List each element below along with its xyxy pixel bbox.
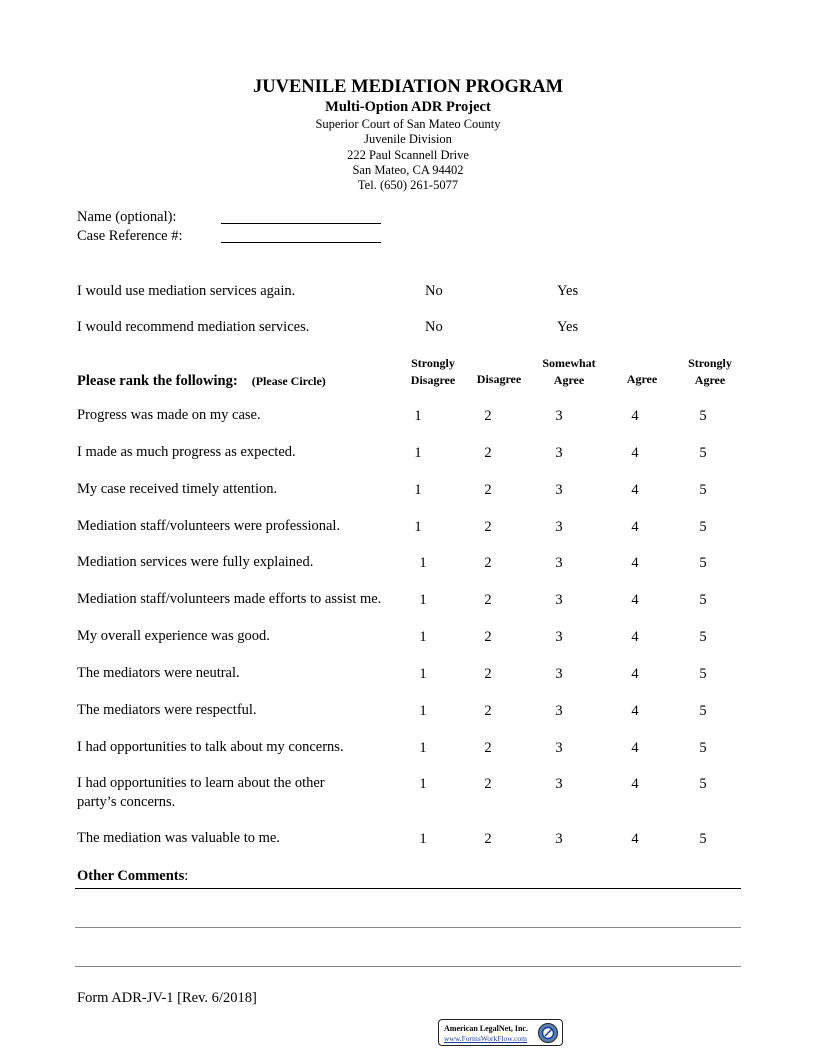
rating-option-4[interactable]: 4 bbox=[631, 776, 639, 792]
ranking-question-line: Mediation staff/volunteers were professional. bbox=[77, 518, 341, 534]
rating-option-1[interactable]: 1 bbox=[419, 740, 427, 756]
ranking-question-line: Progress was made on my case. bbox=[77, 407, 261, 423]
rating-option-2[interactable]: 2 bbox=[484, 831, 492, 847]
division-name: Juvenile Division bbox=[364, 132, 452, 146]
ranking-question bbox=[77, 627, 270, 646]
rating-option-2[interactable]: 2 bbox=[484, 519, 492, 535]
rating-option-5[interactable]: 5 bbox=[699, 776, 707, 792]
comment-line[interactable] bbox=[75, 966, 741, 967]
ranking-question bbox=[77, 738, 344, 757]
name-label: Name (optional): bbox=[77, 209, 177, 225]
rating-option-1[interactable]: 1 bbox=[419, 629, 427, 645]
rating-option-3[interactable]: 3 bbox=[555, 519, 563, 535]
column-header-strongly-disagree: Strongly Disagree bbox=[410, 356, 456, 387]
rating-option-4[interactable]: 4 bbox=[631, 592, 639, 608]
ranking-question-line: I had opportunities to talk about my concerns. bbox=[77, 739, 344, 755]
yes-no-question: I would recommend mediation services. bbox=[77, 319, 310, 335]
column-header-strongly-agree: Strongly Agree bbox=[688, 356, 732, 387]
rating-option-1[interactable]: 1 bbox=[414, 519, 422, 535]
rating-option-4[interactable]: 4 bbox=[631, 445, 639, 461]
rating-option-4[interactable]: 4 bbox=[631, 482, 639, 498]
vendor-logo[interactable] bbox=[438, 1019, 563, 1046]
rating-option-2[interactable]: 2 bbox=[484, 408, 492, 424]
ranking-question-line: party’s concerns. bbox=[77, 794, 176, 810]
rating-option-5[interactable]: 5 bbox=[699, 740, 707, 756]
name-field[interactable] bbox=[221, 223, 381, 224]
rating-option-5[interactable]: 5 bbox=[699, 629, 707, 645]
rating-option-1[interactable]: 1 bbox=[419, 831, 427, 847]
rating-option-2[interactable]: 2 bbox=[484, 555, 492, 571]
rating-option-1[interactable]: 1 bbox=[414, 482, 422, 498]
rating-option-3[interactable]: 3 bbox=[555, 592, 563, 608]
other-comments-label: Other Comments: bbox=[77, 868, 189, 884]
ranking-question bbox=[77, 701, 257, 720]
rating-option-4[interactable]: 4 bbox=[631, 666, 639, 682]
city-address: San Mateo, CA 94402 bbox=[352, 163, 464, 177]
ranking-question-line: The mediators were neutral. bbox=[77, 665, 240, 681]
rating-option-3[interactable]: 3 bbox=[555, 666, 563, 682]
answer-no[interactable]: No bbox=[425, 283, 443, 299]
ranking-question-line: Mediation services were fully explained. bbox=[77, 554, 314, 570]
ranking-question bbox=[77, 517, 340, 536]
ranking-question-line: The mediators were respectful. bbox=[77, 702, 257, 718]
ranking-question bbox=[77, 553, 313, 572]
rating-option-5[interactable]: 5 bbox=[699, 592, 707, 608]
column-header-somewhat-agree: Somewhat Agree bbox=[542, 356, 596, 387]
rating-option-4[interactable]: 4 bbox=[631, 629, 639, 645]
ranking-question-line: The mediation was valuable to me. bbox=[77, 830, 280, 846]
rating-option-2[interactable]: 2 bbox=[484, 776, 492, 792]
rating-option-4[interactable]: 4 bbox=[631, 555, 639, 571]
rating-option-1[interactable]: 1 bbox=[419, 703, 427, 719]
ranking-question bbox=[77, 774, 325, 812]
column-header-agree: Agree bbox=[626, 372, 658, 386]
rating-option-4[interactable]: 4 bbox=[631, 703, 639, 719]
rating-option-1[interactable]: 1 bbox=[419, 666, 427, 682]
ranking-question bbox=[77, 406, 261, 425]
rating-option-1[interactable]: 1 bbox=[419, 555, 427, 571]
answer-yes[interactable]: Yes bbox=[557, 319, 579, 335]
globe-icon bbox=[537, 1022, 559, 1044]
comment-line[interactable] bbox=[75, 888, 741, 889]
rating-option-3[interactable]: 3 bbox=[555, 740, 563, 756]
phone-number: Tel. (650) 261-5077 bbox=[357, 178, 459, 192]
rating-option-3[interactable]: 3 bbox=[555, 776, 563, 792]
form-title: JUVENILE MEDIATION PROGRAM bbox=[252, 77, 564, 97]
rating-option-5[interactable]: 5 bbox=[699, 831, 707, 847]
answer-no[interactable]: No bbox=[425, 319, 443, 335]
rating-option-5[interactable]: 5 bbox=[699, 408, 707, 424]
form-subtitle: Multi-Option ADR Project bbox=[325, 99, 491, 115]
rating-option-2[interactable]: 2 bbox=[484, 666, 492, 682]
column-header-disagree: Disagree bbox=[476, 372, 522, 386]
rating-option-1[interactable]: 1 bbox=[414, 408, 422, 424]
comment-line[interactable] bbox=[75, 927, 741, 928]
rating-option-2[interactable]: 2 bbox=[484, 445, 492, 461]
logo-company: American LegalNet, Inc. bbox=[444, 1024, 528, 1033]
ranking-question bbox=[77, 443, 296, 462]
rating-option-4[interactable]: 4 bbox=[631, 519, 639, 535]
rating-option-5[interactable]: 5 bbox=[699, 519, 707, 535]
rating-option-3[interactable]: 3 bbox=[555, 703, 563, 719]
rating-option-4[interactable]: 4 bbox=[631, 740, 639, 756]
rating-option-2[interactable]: 2 bbox=[484, 592, 492, 608]
ranking-question-line: Mediation staff/volunteers made efforts to assist me. bbox=[77, 591, 382, 607]
ranking-question-line: I made as much progress as expected. bbox=[77, 444, 296, 460]
rating-option-1[interactable]: 1 bbox=[419, 592, 427, 608]
case-reference-label: Case Reference #: bbox=[77, 228, 183, 244]
rating-option-2[interactable]: 2 bbox=[484, 703, 492, 719]
rating-option-3[interactable]: 3 bbox=[555, 408, 563, 424]
rating-option-4[interactable]: 4 bbox=[631, 408, 639, 424]
ranking-heading-row bbox=[77, 372, 326, 390]
rating-option-2[interactable]: 2 bbox=[484, 740, 492, 756]
form-id: Form ADR-JV-1 [Rev. 6/2018] bbox=[77, 990, 257, 1006]
ranking-question bbox=[77, 590, 381, 609]
rating-option-1[interactable]: 1 bbox=[419, 776, 427, 792]
ranking-instruction: (Please Circle) bbox=[251, 374, 326, 388]
rating-option-5[interactable]: 5 bbox=[699, 555, 707, 571]
logo-url: www.FormsWorkFlow.com bbox=[444, 1034, 528, 1043]
rating-option-2[interactable]: 2 bbox=[484, 629, 492, 645]
rating-option-5[interactable]: 5 bbox=[699, 445, 707, 461]
ranking-question bbox=[77, 829, 280, 848]
ranking-question-line: My case received timely attention. bbox=[77, 481, 278, 497]
rating-option-2[interactable]: 2 bbox=[484, 482, 492, 498]
ranking-question-line: I had opportunities to learn about the other bbox=[77, 775, 325, 791]
ranking-question bbox=[77, 480, 277, 499]
rating-option-4[interactable]: 4 bbox=[631, 831, 639, 847]
case-reference-field[interactable] bbox=[221, 242, 381, 243]
ranking-heading: Please rank the following: bbox=[77, 373, 238, 389]
answer-yes[interactable]: Yes bbox=[557, 283, 579, 299]
ranking-question-line: My overall experience was good. bbox=[77, 628, 270, 644]
rating-option-3[interactable]: 3 bbox=[555, 555, 563, 571]
rating-option-3[interactable]: 3 bbox=[555, 629, 563, 645]
ranking-question bbox=[77, 664, 240, 683]
street-address: 222 Paul Scannell Drive bbox=[347, 148, 469, 162]
rating-option-3[interactable]: 3 bbox=[555, 445, 563, 461]
rating-option-5[interactable]: 5 bbox=[699, 703, 707, 719]
rating-option-5[interactable]: 5 bbox=[699, 482, 707, 498]
rating-option-1[interactable]: 1 bbox=[414, 445, 422, 461]
rating-option-5[interactable]: 5 bbox=[699, 666, 707, 682]
court-name: Superior Court of San Mateo County bbox=[315, 117, 501, 131]
yes-no-question: I would use mediation services again. bbox=[77, 283, 296, 299]
rating-option-3[interactable]: 3 bbox=[555, 831, 563, 847]
rating-option-3[interactable]: 3 bbox=[555, 482, 563, 498]
